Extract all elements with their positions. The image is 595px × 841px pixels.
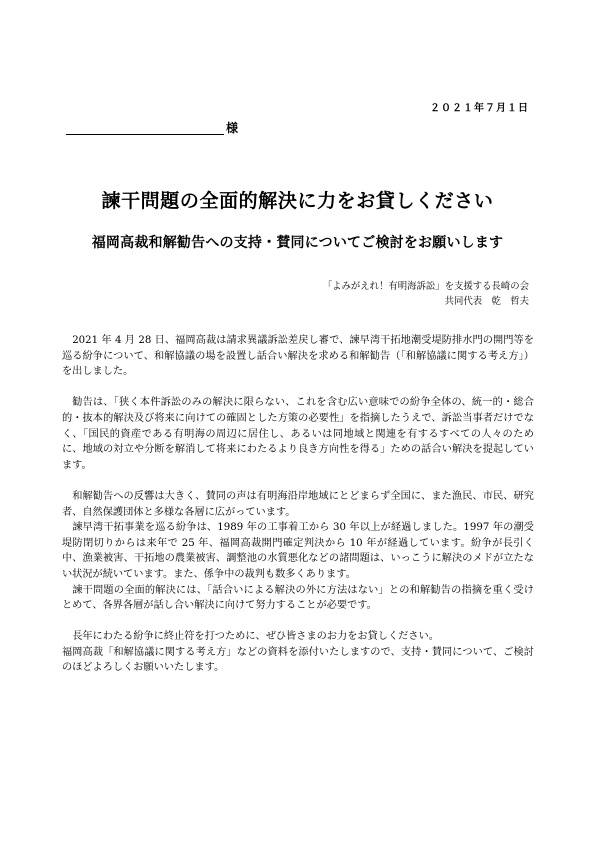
addressee-honorific: 様 [226,121,239,135]
body-paragraph: 諫早湾干拓事業を巡る紛争は、1989 年の工事着工から 30 年以上が経過しました。1997 年の潮受堤防閉切りからは来年で 25 年、福岡高裁開門確定判決から 10 年が経過しています。紛争が長引く中、漁業被害、干拓地の農業被害、調整池の水質悪化などの諸問題は、いっこうに解決のメドが立たない状況が続いています。また、係争中の裁判も数多くあります。 [62,522,534,580]
body-paragraph: 諫干問題の全面的解決には、「話合いによる解決の外に方法はない」との和解勧告の指摘を重く受けとめて、各界各層が話し合い解決に向けて努力することが必要です。 [62,584,534,612]
body-paragraph: 和解勧告への反響は大きく、賛同の声は有明海沿岸地域にとどまらず全国に、また漁民、市民、研究者、自然保護団体と多様な各層に広がっています。 [62,490,534,518]
body-paragraph: 福岡高裁「和解協議に関する考え方」などの資料を添付いたしますので、支持・賛同について、ご検討のほどよろしくお願いいたします。 [62,646,534,674]
sender-organization: 「よみがえれ！有明海訴訟」を支援する長崎の会 [322,281,529,292]
document-subtitle: 福岡高裁和解勧告への支持・賛同についてご検討をお願いします [91,235,504,251]
sender-representative: 共同代表 乾 哲夫 [444,296,529,307]
document-title: 諫干問題の全面的解決に力をお貸しください [101,190,494,212]
body-paragraph: 長年にわたる紛争に終止符を打つために、ぜひ皆さまのお力をお貸しください。 [72,631,439,643]
document-body [62,333,534,676]
document-date: ２０２１年７月１日 [430,103,529,114]
sender-block [323,279,529,309]
addressee-blank-line [66,120,224,135]
body-paragraph: 2021 年 4 月 28 日、福岡高裁は請求異議訴訟差戻し審で、諫早湾干拓地潮受堤防排水門の開門等を巡る紛争について、和解協議の場を設置し話合い解決を求める和解勧告（「和解協議に関する考え方」）を出しました。 [62,335,534,378]
body-paragraph: 勧告は、「狭く本件訴訟のみの解決に限らない、これを含む広い意味での紛争全体の、統一的・総合的・抜本的解決及び将来に向けての確固とした方策の必要性」を指摘したうえで、訴訟当事者だけでなく、「国民的資産である有明海の周辺に居住し、あるいは同地域と関連を有するすべての人々のために、地域の対立や分断を解消して将来にわたるより良き方向性を得る」ための話合い解決を提起しています。 [62,397,534,471]
addressee [66,120,238,135]
